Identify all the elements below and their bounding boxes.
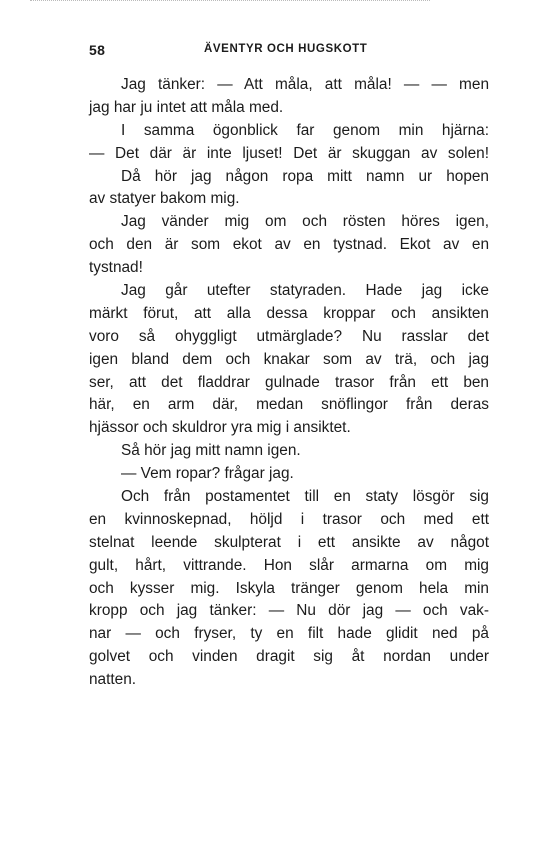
- running-title: ÄVENTYR OCH HUGSKOTT: [204, 43, 368, 55]
- text-line: Och från postamentet till en staty lösgör sig: [121, 488, 489, 506]
- text-line: och den är som ekot av en tystnad. Ekot av en: [89, 236, 489, 254]
- text-line: gult, hårt, vittrande. Hon slår armarna om mig: [89, 556, 489, 574]
- text-line: märkt förut, att alla dessa kroppar och ansikten: [89, 304, 489, 322]
- text-line: kropp och jag tänker: — Nu dör jag — och vak-: [89, 602, 489, 620]
- text-line: — Det där är inte ljuset! Det är skuggan av solen!: [89, 144, 489, 162]
- text-line: voro så ohyggligt utmärglade? Nu rasslar det: [89, 327, 489, 345]
- text-line: och kysser mig. Iskyla tränger genom hela min: [89, 579, 489, 597]
- text-line: Jag tänker: — Att måla, att måla! — — men: [121, 76, 489, 93]
- text-line: nar — och fryser, ty en filt hade glidit ned på: [89, 625, 489, 643]
- text-line: av statyer bakom mig.: [89, 190, 240, 208]
- page-header: [89, 42, 489, 62]
- text-line: ser, att det fladdrar gulnade trasor från ett ben: [89, 373, 489, 391]
- text-line: igen bland dem och knakar som av trä, och jag: [89, 350, 489, 368]
- text-line: tystnad!: [89, 259, 143, 277]
- text-line: Då hör jag någon ropa mitt namn ur hopen: [121, 167, 489, 185]
- page-top-edge: [30, 0, 430, 4]
- page-number: 58: [89, 42, 106, 58]
- text-line: — Vem ropar? frågar jag.: [121, 465, 294, 483]
- text-line: jag har ju intet att måla med.: [89, 98, 284, 116]
- text-line: Så hör jag mitt namn igen.: [121, 442, 301, 460]
- text-line: Jag vänder mig om och rösten höres igen,: [121, 213, 489, 231]
- text-line: hjässor och skuldror yra mig i ansiktet.: [89, 419, 351, 437]
- text-line: I samma ögonblick far genom min hjärna:: [121, 121, 489, 139]
- text-line: golvet och vinden dragit sig åt nordan under: [89, 648, 489, 666]
- text-line: här, en arm där, medan snöflingor från deras: [89, 396, 489, 414]
- text-line: stelnat leende skulpterat i ett ansikte av något: [89, 533, 489, 551]
- body-text: [89, 74, 489, 692]
- text-line: Jag går utefter statyraden. Hade jag icke: [121, 282, 489, 300]
- text-line: en kvinnoskepnad, höljd i trasor och med ett: [89, 510, 489, 528]
- text-line: natten.: [89, 671, 137, 689]
